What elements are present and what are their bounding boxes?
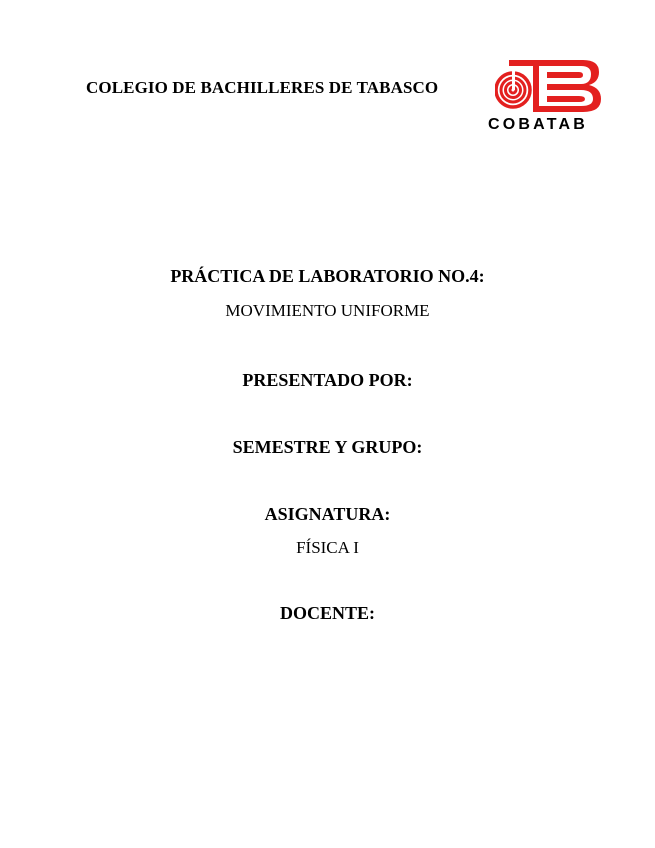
- subject-label: ASIGNATURA:: [264, 504, 391, 524]
- practice-title: MOVIMIENTO UNIFORME: [225, 301, 430, 320]
- semester-group-label: SEMESTRE Y GRUPO:: [232, 437, 423, 457]
- subject-value: FÍSICA I: [296, 538, 359, 557]
- presented-by-label: PRESENTADO POR:: [242, 370, 413, 390]
- teacher-label: DOCENTE:: [279, 603, 375, 623]
- logo-wordmark: COBATAB: [488, 116, 589, 133]
- practice-label: PRÁCTICA DE LABORATORIO NO.4:: [170, 266, 485, 286]
- institution-title: COLEGIO DE BACHILLERES DE TABASCO: [86, 78, 439, 97]
